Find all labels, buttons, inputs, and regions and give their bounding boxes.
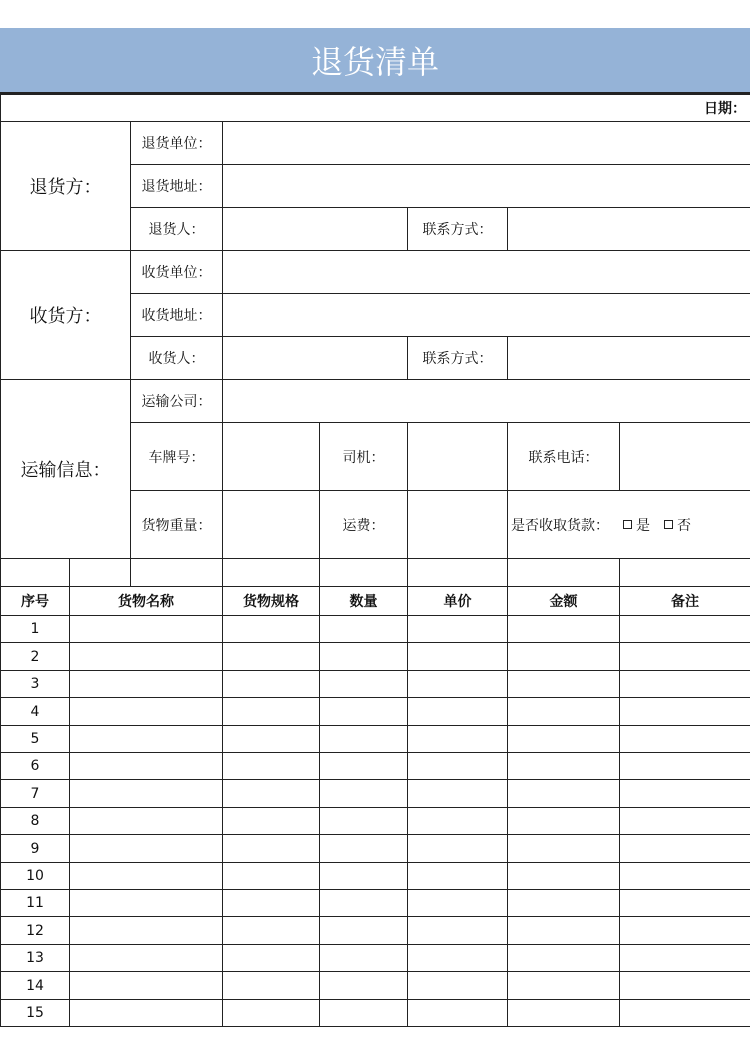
- blank-cell[interactable]: [507, 558, 620, 587]
- no-checkbox[interactable]: [664, 520, 673, 529]
- table-cell[interactable]: [507, 889, 620, 917]
- table-cell[interactable]: [407, 615, 508, 643]
- table-cell[interactable]: [319, 779, 408, 808]
- table-cell[interactable]: [69, 862, 223, 890]
- date-label: 日期：: [0, 94, 750, 122]
- receive-address-label: 收货地址：: [130, 293, 223, 337]
- collect-payment-cell: [507, 490, 750, 559]
- row-number-cell: 9: [0, 834, 70, 863]
- blank-cell[interactable]: [0, 558, 70, 587]
- row-number-cell: 7: [0, 779, 70, 808]
- row-number-cell: 4: [0, 697, 70, 726]
- table-cell[interactable]: [319, 834, 408, 863]
- return-address-field[interactable]: [222, 164, 750, 208]
- table-cell[interactable]: [619, 807, 750, 835]
- table-cell[interactable]: [507, 862, 620, 890]
- table-cell[interactable]: [69, 697, 223, 726]
- table-cell[interactable]: [619, 670, 750, 698]
- table-header-cell: 数量: [319, 586, 408, 616]
- return-contact-label: 联系方式：: [407, 207, 508, 251]
- table-cell[interactable]: [507, 752, 620, 780]
- table-cell[interactable]: [619, 999, 750, 1027]
- return-address-label: 退货地址：: [130, 164, 223, 208]
- table-cell[interactable]: [69, 752, 223, 780]
- row-number-cell: 5: [0, 725, 70, 753]
- table-cell[interactable]: [69, 834, 223, 863]
- plate-field[interactable]: [222, 422, 320, 491]
- table-cell[interactable]: [319, 971, 408, 1000]
- row-number-cell: 15: [0, 999, 70, 1027]
- table-cell[interactable]: [619, 834, 750, 863]
- table-cell[interactable]: [69, 999, 223, 1027]
- table-cell[interactable]: [507, 971, 620, 1000]
- table-cell[interactable]: [319, 725, 408, 753]
- row-number-cell: 14: [0, 971, 70, 1000]
- blank-cell[interactable]: [69, 558, 131, 587]
- table-cell[interactable]: [507, 615, 620, 643]
- table-cell[interactable]: [407, 752, 508, 780]
- table-cell[interactable]: [69, 670, 223, 698]
- return-unit-label: 退货单位：: [130, 121, 223, 165]
- return-party-label: 退货方：: [0, 121, 131, 251]
- table-cell[interactable]: [407, 862, 508, 890]
- table-cell[interactable]: [407, 916, 508, 945]
- freight-label: 运费：: [319, 490, 408, 559]
- table-cell[interactable]: [407, 642, 508, 671]
- table-cell[interactable]: [69, 916, 223, 945]
- receive-person-field[interactable]: [222, 336, 408, 380]
- receive-unit-field[interactable]: [222, 250, 750, 294]
- table-cell[interactable]: [507, 999, 620, 1027]
- receive-contact-field[interactable]: [507, 336, 750, 380]
- table-cell[interactable]: [319, 642, 408, 671]
- plate-label: 车牌号：: [130, 422, 223, 491]
- table-cell[interactable]: [507, 779, 620, 808]
- receive-contact-label: 联系方式：: [407, 336, 508, 380]
- row-number-cell: 11: [0, 889, 70, 917]
- table-cell[interactable]: [507, 642, 620, 671]
- table-cell[interactable]: [319, 752, 408, 780]
- blank-cell[interactable]: [619, 558, 750, 587]
- table-cell[interactable]: [319, 807, 408, 835]
- table-cell[interactable]: [619, 944, 750, 972]
- table-cell[interactable]: [407, 971, 508, 1000]
- table-cell[interactable]: [619, 916, 750, 945]
- return-unit-field[interactable]: [222, 121, 750, 165]
- table-cell[interactable]: [619, 752, 750, 780]
- table-cell[interactable]: [222, 944, 320, 972]
- table-cell[interactable]: [407, 779, 508, 808]
- table-cell[interactable]: [222, 862, 320, 890]
- no-option-label: 否: [677, 517, 691, 534]
- table-cell[interactable]: [407, 834, 508, 863]
- row-number-cell: 10: [0, 862, 70, 890]
- yes-checkbox[interactable]: [623, 520, 632, 529]
- transport-company-field[interactable]: [222, 379, 750, 423]
- table-cell[interactable]: [319, 615, 408, 643]
- row-number-cell: 13: [0, 944, 70, 972]
- transport-label: 运输信息：: [0, 379, 131, 559]
- row-number-cell: 1: [0, 615, 70, 643]
- table-cell[interactable]: [407, 807, 508, 835]
- yes-option-label: 是: [636, 517, 650, 534]
- table-header-cell: 金额: [507, 586, 620, 616]
- row-number-cell: 6: [0, 752, 70, 780]
- table-cell[interactable]: [407, 944, 508, 972]
- row-number-cell: 3: [0, 670, 70, 698]
- table-cell[interactable]: [407, 725, 508, 753]
- table-header-cell: 单价: [407, 586, 508, 616]
- table-cell[interactable]: [619, 615, 750, 643]
- table-cell[interactable]: [222, 889, 320, 917]
- table-cell[interactable]: [69, 889, 223, 917]
- return-person-field[interactable]: [222, 207, 408, 251]
- table-cell[interactable]: [69, 944, 223, 972]
- table-cell[interactable]: [507, 670, 620, 698]
- blank-cell[interactable]: [130, 558, 223, 587]
- table-cell[interactable]: [222, 725, 320, 753]
- table-header-cell: 货物规格: [222, 586, 320, 616]
- phone-field[interactable]: [619, 422, 750, 491]
- table-cell[interactable]: [507, 725, 620, 753]
- table-cell[interactable]: [319, 889, 408, 917]
- transport-company-label: 运输公司：: [130, 379, 223, 423]
- table-cell[interactable]: [222, 697, 320, 726]
- table-cell[interactable]: [222, 642, 320, 671]
- table-cell[interactable]: [619, 642, 750, 671]
- table-cell[interactable]: [222, 807, 320, 835]
- collect-payment-label: 是否收取货款：: [511, 517, 609, 534]
- table-cell[interactable]: [69, 779, 223, 808]
- weight-field[interactable]: [222, 490, 320, 559]
- table-cell[interactable]: [619, 971, 750, 1000]
- phone-label: 联系电话：: [507, 422, 620, 491]
- receive-unit-label: 收货单位：: [130, 250, 223, 294]
- table-header-cell: 序号: [0, 586, 70, 616]
- table-cell[interactable]: [619, 889, 750, 917]
- table-cell[interactable]: [507, 916, 620, 945]
- table-cell[interactable]: [222, 971, 320, 1000]
- table-cell[interactable]: [407, 889, 508, 917]
- blank-cell[interactable]: [407, 558, 508, 587]
- table-header-cell: 备注: [619, 586, 750, 616]
- table-cell[interactable]: [619, 697, 750, 726]
- table-cell[interactable]: [319, 944, 408, 972]
- table-cell[interactable]: [222, 916, 320, 945]
- table-cell[interactable]: [507, 807, 620, 835]
- table-cell[interactable]: [507, 697, 620, 726]
- table-cell[interactable]: [407, 999, 508, 1027]
- receive-party-label: 收货方：: [0, 250, 131, 380]
- table-cell[interactable]: [319, 697, 408, 726]
- table-cell[interactable]: [69, 615, 223, 643]
- table-cell[interactable]: [407, 670, 508, 698]
- table-cell[interactable]: [222, 999, 320, 1027]
- blank-cell[interactable]: [222, 558, 320, 587]
- table-cell[interactable]: [319, 916, 408, 945]
- table-cell[interactable]: [619, 725, 750, 753]
- table-cell[interactable]: [222, 752, 320, 780]
- table-cell[interactable]: [222, 670, 320, 698]
- table-cell[interactable]: [507, 944, 620, 972]
- receive-address-field[interactable]: [222, 293, 750, 337]
- table-cell[interactable]: [69, 807, 223, 835]
- table-cell[interactable]: [507, 834, 620, 863]
- table-cell[interactable]: [619, 862, 750, 890]
- freight-field[interactable]: [407, 490, 508, 559]
- table-cell[interactable]: [319, 670, 408, 698]
- row-number-cell: 2: [0, 642, 70, 671]
- table-cell[interactable]: [69, 642, 223, 671]
- row-number-cell: 12: [0, 916, 70, 945]
- table-header-cell: 货物名称: [69, 586, 223, 616]
- row-number-cell: 8: [0, 807, 70, 835]
- table-cell[interactable]: [222, 834, 320, 863]
- driver-label: 司机：: [319, 422, 408, 491]
- table-cell[interactable]: [69, 971, 223, 1000]
- blank-cell[interactable]: [319, 558, 408, 587]
- table-cell[interactable]: [222, 779, 320, 808]
- table-cell[interactable]: [319, 999, 408, 1027]
- table-cell[interactable]: [407, 697, 508, 726]
- table-cell[interactable]: [69, 725, 223, 753]
- table-cell[interactable]: [319, 862, 408, 890]
- table-cell[interactable]: [222, 615, 320, 643]
- table-cell[interactable]: [619, 779, 750, 808]
- return-contact-field[interactable]: [507, 207, 750, 251]
- return-person-label: 退货人：: [130, 207, 223, 251]
- page-title: 退货清单: [0, 28, 750, 94]
- weight-label: 货物重量：: [130, 490, 223, 559]
- driver-field[interactable]: [407, 422, 508, 491]
- receive-person-label: 收货人：: [130, 336, 223, 380]
